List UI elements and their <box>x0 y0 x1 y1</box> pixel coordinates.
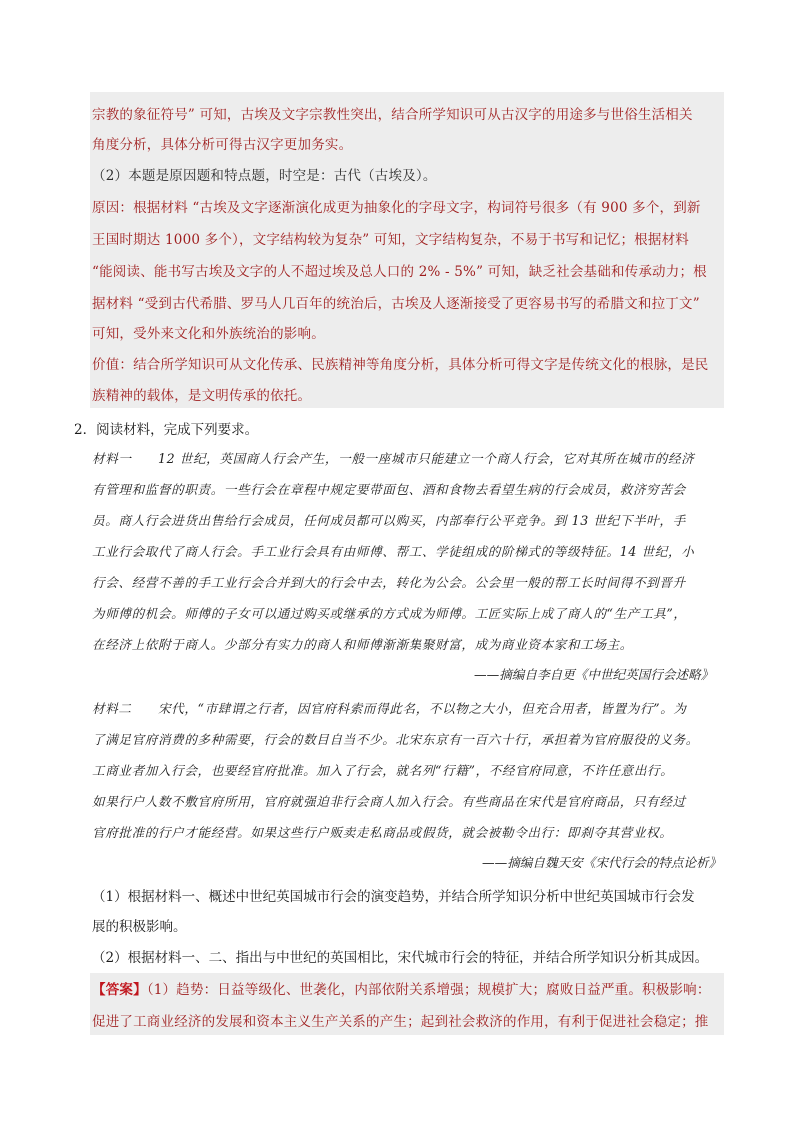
answer-text: （1）趋势：日益等级化、世袭化，内部依附关系增强；规模扩大；腐败日益严重。积极影响： <box>146 982 711 998</box>
material-one-line: 在经济上依附于商人。少部分有实力的商人和师傅渐渐集聚财富，成为商业资本家和工场主。 <box>92 637 633 652</box>
material-two-line: 了满足官府消费的多种需要，行会的数目自当不少。北宋东京有一百六十行，承担着为官府服役的义务。 <box>92 732 699 747</box>
previous-answer-line: （2）本题是原因题和特点题，时空是：古代（古埃及）。 <box>92 168 437 184</box>
material-one-line: 有管理和监督的职责。一些行会在章程中规定要带面包、酒和食物去看望生病的行会成员，救济穷苦会 <box>92 482 686 497</box>
material-one-line: 员。商人行会进货出售给行会成员，任何成员都可以购买，内部奉行公平竞争。到 13 世纪下半叶，手 <box>92 513 686 528</box>
material-two-source: ——摘编自魏天安《宋代行会的特点论析》 <box>482 855 722 870</box>
sub-question-2: （2）根据材料一、二、指出与中世纪的英国相比，宋代城市行会的特征，并结合所学知识分析其成因。 <box>92 950 709 966</box>
answer-tag: 【答案】 <box>92 982 147 998</box>
material-one-line: 材料一 12 世纪，英国商人行会产生，一般一座城市只能建立一个商人行会，它对其所在城市的经济 <box>92 451 695 466</box>
material-two-line: 如果行户人数不敷官府所用，官府就强迫非行会商人加入行会。有些商品在宋代是官府商品，只有经过 <box>92 794 686 809</box>
answer-line <box>92 978 711 998</box>
previous-answer-line: 角度分析，具体分析可得古汉字更加务实。 <box>92 137 353 153</box>
material-two-line: 材料二 宋代，“市肆谓之行者，因官府科索而得此名，不以物之大小，但充合用者，皆置为行”。为 <box>92 701 687 716</box>
previous-answer-line: 族精神的载体，是文明传承的依托。 <box>92 388 312 404</box>
sub-question-1-line: 展的积极影响。 <box>92 919 187 935</box>
previous-answer-line: “能阅读、能书写古埃及文字的人不超过埃及总人口的 2% - 5%” 可知，缺乏社会基础和传承动力；根 <box>92 264 707 280</box>
previous-answer-line: 王国时期达 1000 多个），文字结构较为复杂” 可知，文字结构复杂，不易于书写和记忆；根据材料 <box>92 232 689 248</box>
material-one-line: 为师傅的机会。师傅的子女可以通过购买或继承的方式成为师傅。工匠实际上成了商人的“生产工具”， <box>92 606 687 621</box>
material-two-line: 工商业者加入行会，也要经官府批准。加入了行会，就名列“行籍”，不经官府同意，不许任意出行。 <box>92 763 674 778</box>
answer-line: 促进了工商业经济的发展和资本主义生产关系的产生；起到社会救济的作用，有利于促进社会稳定；推 <box>92 1014 709 1030</box>
previous-answer-line: 据材料 “受到古代希腊、罗马人几百年的统治后，古埃及人逐渐接受了更容易书写的希腊文和拉丁文” <box>92 296 700 312</box>
previous-answer-line: 可知，受外来文化和外族统治的影响。 <box>92 326 325 342</box>
material-one-line: 行会、经营不善的手工业行会合并到大的行会中去，转化为公会。公会里一般的帮工长时间得不到晋升 <box>92 575 686 590</box>
previous-answer-line: 宗教的象征符号” 可知，古埃及文字宗教性突出，结合所学知识可从古汉字的用途多与世俗生活相关 <box>92 107 693 123</box>
previous-answer-line: 价值：结合所学知识可从文化传承、民族精神等角度分析，具体分析可得文字是传统文化的根脉，是民 <box>92 357 709 373</box>
material-two-line: 官府批准的行户才能经营。如果这些行户贩卖走私商品或假货，就会被勒令出行：即刹夺其营业权。 <box>92 825 673 840</box>
question-stem: 2．阅读材料，完成下列要求。 <box>74 422 259 438</box>
material-one-line: 工业行会取代了商人行会。手工业行会具有由师傅、帮工、学徒组成的阶梯式的等级特征。14 世纪，小 <box>92 544 695 559</box>
material-one-source: ——摘编自李自更《中世纪英国行会述略》 <box>474 667 714 682</box>
sub-question-1-line: （1）根据材料一、概述中世纪英国城市行会的演变趋势，并结合所学知识分析中世纪英国城市行会发 <box>92 889 695 905</box>
previous-answer-line: 原因：根据材料 “古埃及文字逐渐演化成更为抽象化的字母文字，构词符号很多（有 900 多个，到新 <box>92 200 701 216</box>
